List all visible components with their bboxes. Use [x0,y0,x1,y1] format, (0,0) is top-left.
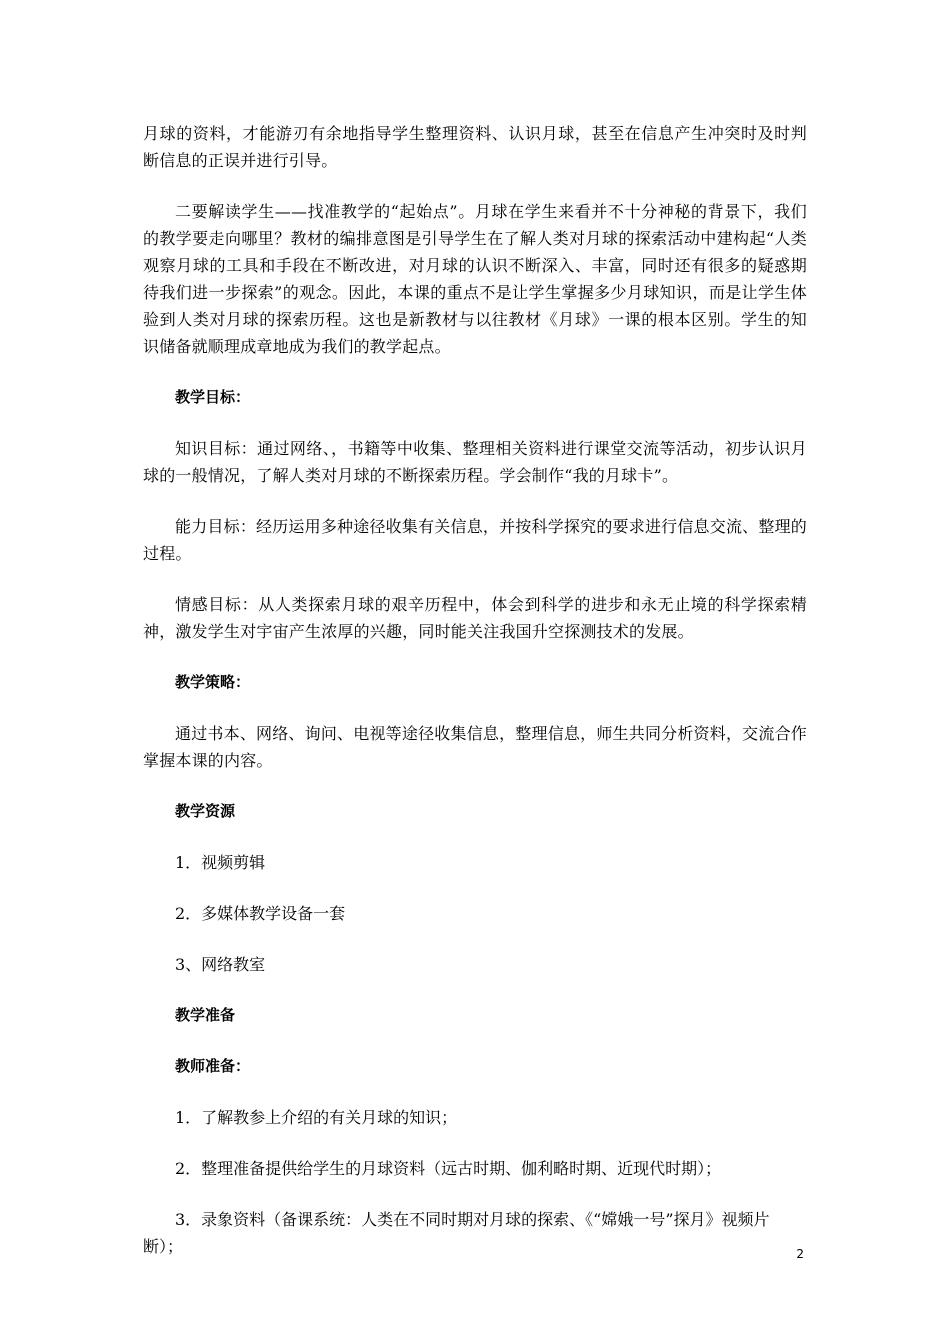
list-item-resource: 1．视频剪辑 [175,853,266,872]
paragraph-knowledge-goal: 知识目标：通过网络、，书籍等中收集、整理相关资料进行课堂交流等活动，初步认识月球的一般情况，了解人类对月球的不断探索历程。学会制作“我的月球卡”。 [143,439,807,485]
list-item-preparation: 1．了解教参上介绍的有关月球的知识； [175,1108,458,1127]
paragraph-strategy: 通过书本、网络、询问、电视等途径收集信息，整理信息，师生共同分析资料，交流合作掌握本课的内容。 [143,724,807,770]
paragraph-emotion-goal: 情感目标：从人类探索月球的艰辛历程中，体会到科学的进步和永无止境的科学探索精神，激发学生对宇宙产生浓厚的兴趣，同时能关注我国升空探测技术的发展。 [143,595,807,641]
heading-teaching-resources: 教学资源 [175,802,236,820]
list-item-resource: 3、网络教室 [175,955,266,974]
page-number: 2 [796,1247,804,1261]
list-item-resource: 2．多媒体教学设备一套 [175,904,346,923]
heading-teacher-preparation: 教师准备： [175,1057,251,1075]
heading-teaching-preparation: 教学准备 [175,1006,236,1024]
heading-teaching-goals: 教学目标： [175,388,251,406]
paragraph-ability-goal: 能力目标：经历运用多种途径收集有关信息，并按科学探究的要求进行信息交流、整理的过程。 [143,517,807,563]
list-item-preparation: 3．录象资料（备课系统：人类在不同时期对月球的探索、《“嫦娥一号”探月》视频片断）； [143,1210,770,1256]
list-item-preparation: 2．整理准备提供给学生的月球资料（远古时期、伽利略时期、近现代时期）； [175,1159,722,1178]
paragraph-student-analysis: 二要解读学生——找准教学的“起始点”。月球在学生来看并不十分神秘的背景下，我们的教学要走向哪里？教材的编排意图是引导学生在了解人类对月球的探索活动中建构起“人类观察月球的工具和手段在不断改进，对月球的认识不断深入、丰富，同时还有很多的疑惑期待我们进一步探索”的观念。因此，本课的重点不是让学生掌握多少月球知识，而是让学生体验到人类对月球的探索历程。这也是新教材与以往教材《月球》一课的根本区别。学生的知识储备就顺理成章地成为我们的教学起点。 [143,202,807,356]
document-body [143,120,807,1284]
heading-teaching-strategy: 教学策略： [175,673,251,691]
paragraph-continuation: 月球的资料，才能游刃有余地指导学生整理资料、认识月球，甚至在信息产生冲突时及时判断信息的正误并进行引导。 [143,124,807,170]
